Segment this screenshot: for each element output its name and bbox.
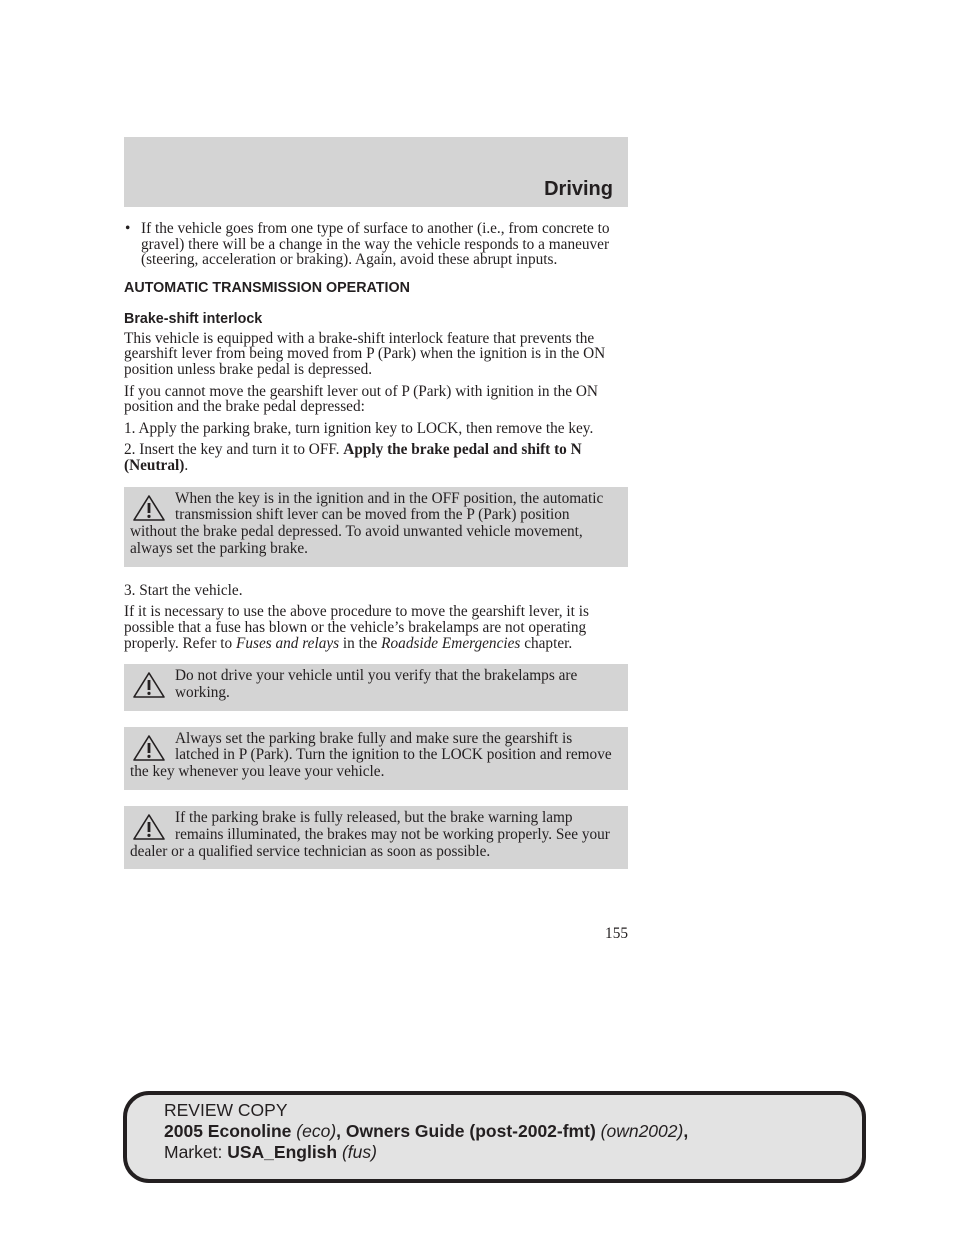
review-copy-box xyxy=(123,1091,866,1183)
warning-text: If the parking brake is fully released, but the brake warning lamp remains illuminated, the brakes may not be working properly. See your dealer or a qualified service technician as soon as possible. xyxy=(130,809,610,860)
fuse-note-text-a: If it is necessary to use the above procedure to move the gearshift lever, it is possible that a fuse has blown or the vehicle’s brakelamps are not operating properly. Refer to xyxy=(124,603,589,652)
section-heading: AUTOMATIC TRANSMISSION OPERATION xyxy=(124,279,410,296)
warning-triangle-icon xyxy=(132,494,166,522)
subsection-heading: Brake-shift interlock xyxy=(124,310,263,327)
warning-triangle-icon xyxy=(132,734,166,762)
roadside-emergencies-reference: Roadside Emergencies xyxy=(381,634,521,652)
fuse-note-text-c: chapter. xyxy=(520,634,573,652)
warning-triangle-icon xyxy=(132,671,166,699)
warning-box xyxy=(124,487,628,567)
fuses-relays-reference: Fuses and relays xyxy=(236,634,340,652)
step-2 xyxy=(124,442,628,473)
market-label: Market: xyxy=(164,1142,228,1162)
page-content xyxy=(124,221,628,885)
warning-text: Do not drive your vehicle until you verify that the brakelamps are working. xyxy=(175,667,578,701)
warning-box xyxy=(124,664,628,711)
warning-text: Always set the parking brake fully and make sure the gearshift is latched in P (Park). Turn the ignition to the LOCK position and remove the key whenever you leave your vehicle. xyxy=(130,729,612,781)
chapter-title: Driving xyxy=(544,178,613,200)
market-code: (fus) xyxy=(337,1142,377,1162)
model-name: 2005 Econoline xyxy=(164,1121,292,1141)
review-copy-text xyxy=(164,1100,688,1163)
step-1: 1. Apply the parking brake, turn ignition key to LOCK, then remove the key. xyxy=(124,419,594,437)
guide-code: (own2002) xyxy=(595,1121,684,1141)
model-code: (eco) xyxy=(291,1121,337,1141)
market-name: USA_English xyxy=(227,1142,338,1162)
warning-triangle-icon xyxy=(132,813,166,841)
review-model-line xyxy=(164,1121,688,1142)
page-number: 155 xyxy=(605,925,628,942)
bullet-item xyxy=(124,221,628,268)
review-market-line xyxy=(164,1142,688,1163)
step-3: 3. Start the vehicle. xyxy=(124,581,243,599)
guide-comma: , xyxy=(683,1121,689,1141)
warning-box xyxy=(124,806,628,869)
warning-text: When the key is in the ignition and in the OFF position, the automatic transmission shift lever can be moved from the P (Park) position without the brake pedal depressed. To avoid unwanted vehicle movement, always set the parking brake. xyxy=(130,489,604,557)
paragraph-fuse-note xyxy=(124,604,628,651)
step-2-text: 2. Insert the key and turn it to OFF. xyxy=(124,441,344,459)
bullet-dot: • xyxy=(125,220,131,237)
paragraph-cannot-move: If you cannot move the gearshift lever out of P (Park) with ignition in the ON position and the brake pedal depressed: xyxy=(124,382,598,416)
guide-name: , Owners Guide (post-2002-fmt) xyxy=(336,1121,596,1141)
step-2-bold-text: Apply the brake pedal and shift to N (Neutral) xyxy=(124,441,582,474)
paragraph-interlock-description: This vehicle is equipped with a brake-shift interlock feature that prevents the gearshift lever from being moved from P (Park) when the ignition is in the ON position unless brake pedal is depressed. xyxy=(124,329,606,378)
chapter-header-band xyxy=(124,137,628,207)
fuse-note-text-b: in the xyxy=(339,634,382,652)
review-copy-label: REVIEW COPY xyxy=(164,1100,288,1120)
step-2-end: . xyxy=(184,456,189,474)
bullet-text: If the vehicle goes from one type of surface to another (i.e., from concrete to gravel) there will be a change in the way the vehicle responds to a maneuver (steering, acceleration or braking). Again, avoid these abrupt inputs. xyxy=(141,220,610,269)
warning-box xyxy=(124,727,628,790)
